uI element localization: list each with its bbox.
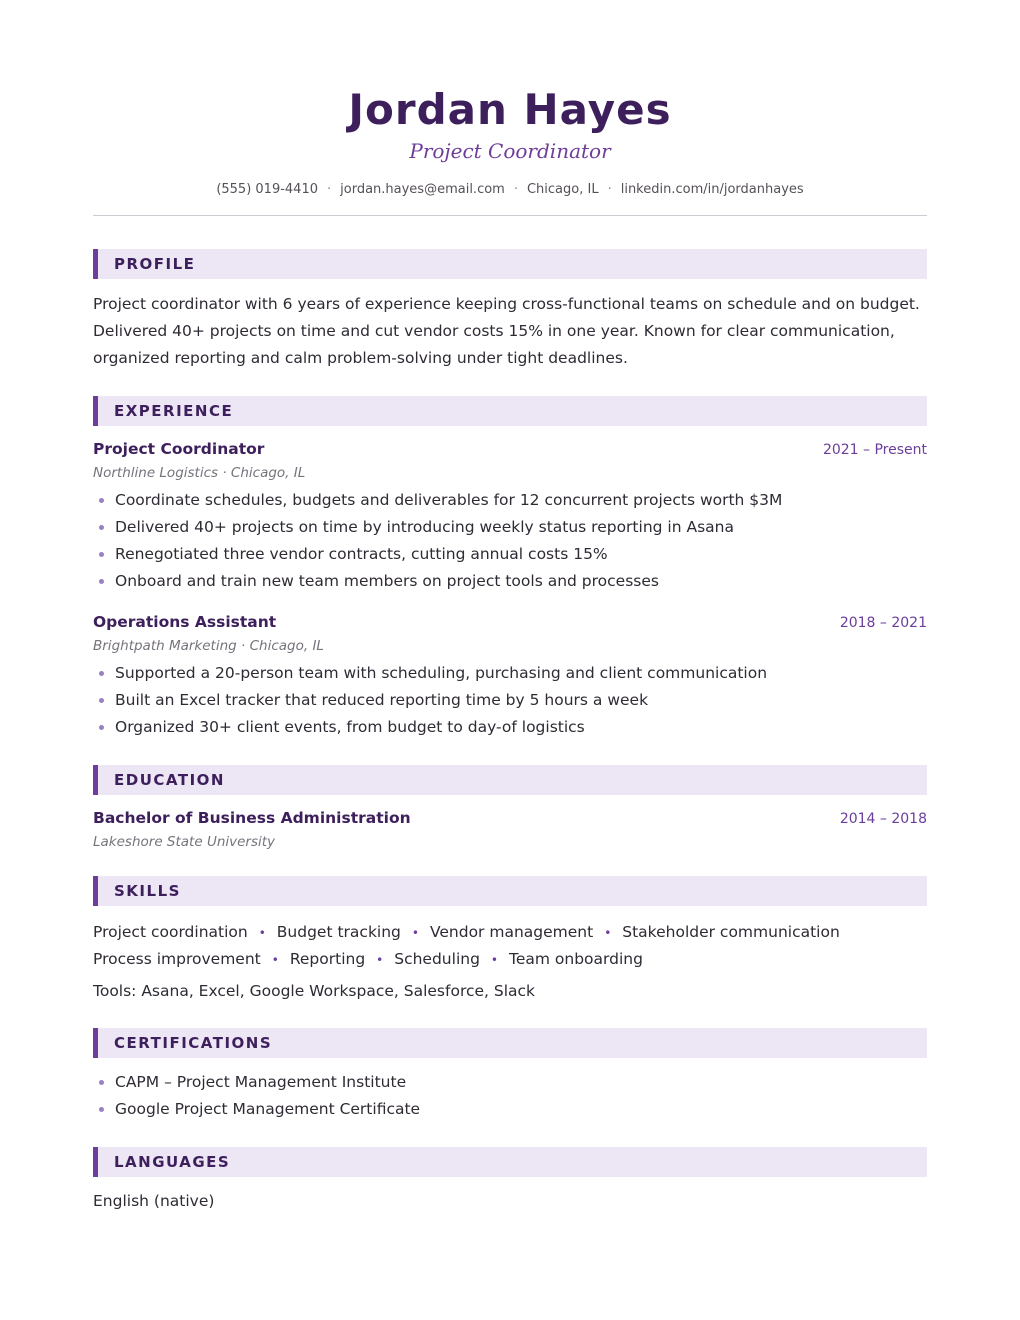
profile-summary: Project coordinator with 6 years of experience keeping cross-functional teams on schedule and on budget. Delivered 40+ projects on time and cut vendor costs 15% in one year. Known for clear communication, organized reporting and calm problem-solving under tight deadlines. (93, 295, 920, 367)
bullet-dot-icon (99, 698, 104, 703)
bullet-dot-icon (99, 1080, 104, 1085)
bullet-text: Built an Excel tracker that reduced reporting time by 5 hours a week (115, 691, 649, 709)
skill-item: Process improvement (93, 950, 261, 968)
bullet-item (93, 487, 927, 514)
education-entry (93, 809, 927, 850)
skills-list (93, 919, 927, 1004)
job-dates: 2018 – 2021 (839, 615, 927, 631)
bullet-dot-icon (99, 498, 104, 503)
education-dates: 2014 – 2018 (839, 811, 927, 827)
degree-title: Bachelor of Business Administration (93, 809, 411, 827)
certifications-list (93, 1069, 927, 1123)
skill-separator: • (376, 953, 384, 967)
section-title: EDUCATION (114, 771, 225, 789)
job-entry (93, 613, 927, 741)
bullet-item (93, 687, 927, 714)
contact-separator: · (513, 182, 518, 197)
skill-item: Vendor management (429, 923, 594, 941)
bullet-text: Onboard and train new team members on project tools and processes (115, 572, 659, 590)
bullet-item (93, 541, 927, 568)
section-title: CERTIFICATIONS (114, 1034, 273, 1052)
bullet-text: Coordinate schedules, budgets and deliverables for 12 concurrent projects worth $3M (115, 491, 783, 509)
contact-line (93, 180, 927, 200)
contact-linkedin[interactable]: linkedin.com/in/jordanhayes (620, 182, 804, 197)
skill-separator: • (271, 953, 279, 967)
skill-item: Project coordination (93, 923, 248, 941)
section-header-certifications (93, 1028, 927, 1058)
candidate-name: Jordan Hayes (348, 85, 672, 134)
candidate-role: Project Coordinator (409, 139, 611, 163)
bullet-dot-icon (99, 525, 104, 530)
skills-line (93, 946, 927, 973)
section-title: SKILLS (114, 882, 181, 900)
resume-header (93, 0, 927, 216)
job-bullets (93, 660, 927, 741)
bullet-text: Delivered 40+ projects on time by introducing weekly status reporting in Asana (115, 518, 734, 536)
section-title: PROFILE (114, 255, 196, 273)
contact-location: Chicago, IL (526, 182, 599, 197)
skill-separator: • (411, 926, 419, 940)
section-header-education (93, 765, 927, 795)
bullet-dot-icon (99, 579, 104, 584)
bullet-dot-icon (99, 552, 104, 557)
bullet-dot-icon (99, 1107, 104, 1112)
job-entry (93, 440, 927, 595)
bullet-item (93, 514, 927, 541)
skill-separator: • (604, 926, 612, 940)
certification-item (93, 1069, 927, 1096)
section-header-languages (93, 1147, 927, 1177)
certification-text: Google Project Management Certificate (115, 1100, 421, 1118)
section-title: EXPERIENCE (114, 402, 234, 420)
bullet-text: Organized 30+ client events, from budget to day-of logistics (115, 718, 585, 736)
skill-separator: • (490, 953, 498, 967)
tools-line: Tools: Asana, Excel, Google Workspace, Salesforce, Slack (93, 982, 536, 1000)
section-title: LANGUAGES (114, 1153, 231, 1171)
bullet-text: Renegotiated three vendor contracts, cutting annual costs 15% (115, 545, 608, 563)
bullet-dot-icon (99, 725, 104, 730)
job-dates: 2021 – Present (822, 442, 927, 458)
job-organization: Northline Logistics · Chicago, IL (93, 465, 306, 481)
contact-email[interactable]: jordan.hayes@email.com (340, 182, 505, 197)
school-name: Lakeshore State University (93, 834, 276, 850)
job-title: Operations Assistant (93, 613, 277, 631)
skill-item: Scheduling (394, 950, 480, 968)
contact-separator: · (607, 182, 612, 197)
job-title: Project Coordinator (93, 440, 265, 458)
skill-item: Team onboarding (509, 950, 643, 968)
certification-item (93, 1096, 927, 1123)
job-header (93, 613, 927, 631)
bullet-item (93, 568, 927, 595)
skill-item: Reporting (289, 950, 366, 968)
skills-line (93, 919, 927, 946)
skill-separator: • (258, 926, 266, 940)
skill-item: Stakeholder communication (622, 923, 840, 941)
job-organization: Brightpath Marketing · Chicago, IL (93, 638, 324, 654)
bullet-dot-icon (99, 671, 104, 676)
contact-separator: · (327, 182, 332, 197)
header-divider (93, 215, 927, 216)
skill-item: Budget tracking (276, 923, 401, 941)
languages-text: English (native) (93, 1192, 215, 1210)
job-bullets (93, 487, 927, 595)
section-header-profile (93, 249, 927, 279)
section-header-experience (93, 396, 927, 426)
education-header (93, 809, 927, 827)
section-header-skills (93, 876, 927, 906)
certification-text: CAPM – Project Management Institute (115, 1073, 407, 1091)
job-header (93, 440, 927, 458)
contact-phone: (555) 019-4410 (216, 182, 318, 197)
bullet-item (93, 660, 927, 687)
bullet-text: Supported a 20-person team with scheduling, purchasing and client communication (115, 664, 768, 682)
bullet-item (93, 714, 927, 741)
